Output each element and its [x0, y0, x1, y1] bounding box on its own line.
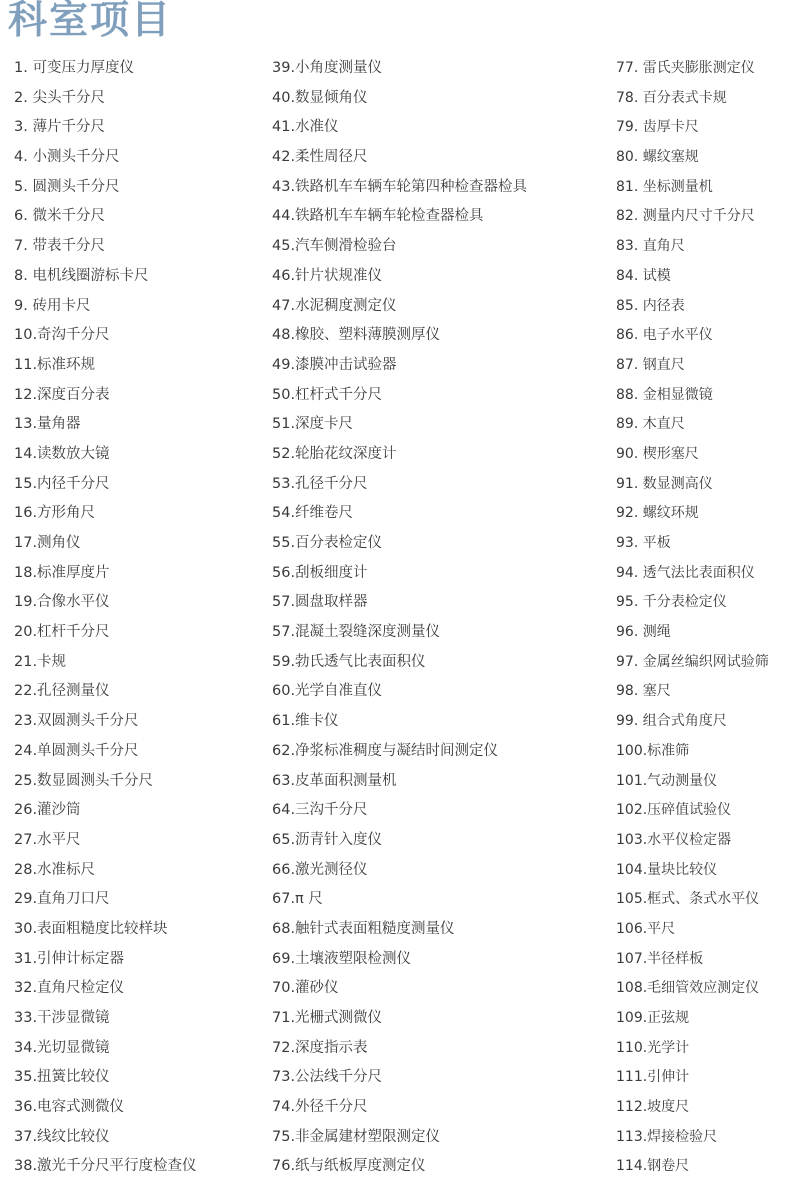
- list-item: 6. 微米千分尺: [14, 208, 105, 225]
- list-item: 77. 雷氏夹膨胀测定仪: [616, 60, 755, 76]
- list-item: 25.数显圆测头千分尺: [14, 772, 154, 789]
- list-item: 18.标准厚度片: [14, 564, 110, 581]
- list-item: 72.深度指示表: [272, 1039, 368, 1056]
- list-item: 103.水平仪检定器: [616, 831, 732, 848]
- list-item: 28.水准标尺: [14, 861, 96, 878]
- list-item: 37.线纹比较仪: [14, 1128, 110, 1145]
- list-item: 56.刮板细度计: [272, 564, 368, 581]
- list-item: 7. 带表千分尺: [14, 238, 105, 255]
- list-item: 68.触针式表面粗糙度测量仪: [272, 920, 455, 937]
- list-item: 3. 薄片千分尺: [14, 119, 105, 136]
- list-item: 35.扭簧比较仪: [14, 1069, 110, 1086]
- list-item: 61.维卡仪: [272, 713, 339, 730]
- list-item: 101.气动测量仪: [616, 772, 718, 789]
- list-item: 80. 螺纹塞规: [616, 149, 699, 166]
- list-item: 114.钢卷尺: [616, 1158, 690, 1175]
- list-item: 45.汽车侧滑检验台: [272, 238, 397, 255]
- list-item: 14.读数放大镜: [14, 445, 110, 462]
- list-item: 100.标准筛: [616, 742, 690, 759]
- list-item: 66.激光测径仪: [272, 861, 368, 878]
- list-item: 107.半径样板: [616, 950, 704, 967]
- list-item: 85. 内径表: [616, 297, 685, 314]
- list-item: 62.净浆标准稠度与凝结时间测定仪: [272, 742, 499, 759]
- list-item: 52.轮胎花纹深度计: [272, 445, 397, 462]
- list-item: 11.标准环规: [14, 356, 96, 373]
- list-item: 82. 测量内尺寸千分尺: [616, 208, 755, 225]
- list-item: 20.杠杆千分尺: [14, 624, 110, 641]
- list-item: 106.平尺: [616, 920, 676, 937]
- list-item: 1. 可变压力厚度仪: [14, 60, 134, 76]
- list-item: 87. 钢直尺: [616, 356, 685, 373]
- list-item: 41.水准仪: [272, 119, 339, 136]
- list-item: 8. 电机线圈游标卡尺: [14, 267, 149, 284]
- list-item: 34.光切显微镜: [14, 1039, 110, 1056]
- list-item: 55.百分表检定仪: [272, 535, 383, 551]
- list-item: 16.方形角尺: [14, 505, 96, 522]
- list-item: 43.铁路机车车辆车轮第四种检查器检具: [272, 178, 528, 195]
- list-item: 109.正弦规: [616, 1010, 690, 1026]
- list-item: 74.外径千分尺: [272, 1099, 368, 1116]
- list-item: 44.铁路机车车辆车轮检查器检具: [272, 208, 484, 225]
- list-item: 26.灌沙筒: [14, 802, 81, 819]
- list-item: 64.三沟千分尺: [272, 802, 368, 819]
- list-item: 60.光学自准直仪: [272, 683, 383, 700]
- list-item: 90. 楔形塞尺: [616, 445, 699, 462]
- list-item: 57.圆盘取样器: [272, 594, 368, 611]
- list-item: 47.水泥稠度测定仪: [272, 297, 397, 314]
- list-item: 99. 组合式角度尺: [616, 713, 727, 730]
- page-title: 科室项目: [8, 0, 173, 43]
- list-item: 113.焊接检验尺: [616, 1128, 718, 1145]
- list-item: 57.混凝土裂缝深度测量仪: [272, 624, 441, 641]
- list-item: 10.奇沟千分尺: [14, 327, 110, 344]
- list-item: 32.直角尺检定仪: [14, 980, 125, 997]
- list-item: 91. 数显测高仪: [616, 475, 713, 492]
- list-item: 78. 百分表式卡规: [616, 89, 727, 106]
- list-item: 21.卡规: [14, 653, 67, 670]
- list-item: 97. 金属丝编织网试验筛: [616, 653, 769, 670]
- list-item: 53.孔径千分尺: [272, 475, 368, 492]
- list-item: 111.引伸计: [616, 1069, 690, 1086]
- list-item: 54.纤维卷尺: [272, 505, 354, 522]
- list-item: 79. 齿厚卡尺: [616, 119, 699, 136]
- list-item: 13.量角器: [14, 416, 81, 433]
- list-item: 102.压碎值试验仪: [616, 802, 732, 819]
- list-item: 22.孔径测量仪: [14, 683, 110, 700]
- list-item: 30.表面粗糙度比较样块: [14, 920, 168, 937]
- item-list-column-2: [272, 54, 607, 1182]
- list-item: 51.深度卡尺: [272, 416, 354, 433]
- list-item: 38.激光千分尺平行度检查仪: [14, 1158, 197, 1175]
- list-item: 9. 砖用卡尺: [14, 297, 91, 314]
- item-list-column-1: [14, 54, 259, 1182]
- list-item: 84. 试模: [616, 267, 671, 284]
- list-item: 19.合像水平仪: [14, 594, 110, 611]
- list-item: 48.橡胶、塑料薄膜测厚仪: [272, 327, 441, 344]
- list-item: 12.深度百分表: [14, 386, 110, 403]
- list-item: 67.π 尺: [272, 891, 323, 908]
- list-item: 2. 尖头千分尺: [14, 89, 105, 106]
- list-item: 94. 透气法比表面积仪: [616, 564, 755, 581]
- list-item: 4. 小测头千分尺: [14, 149, 120, 166]
- list-item: 50.杠杆式千分尺: [272, 386, 383, 403]
- list-item: 23.双圆测头千分尺: [14, 713, 139, 730]
- list-item: 59.勃氏透气比表面积仪: [272, 653, 426, 670]
- list-item: 24.单圆测头千分尺: [14, 742, 139, 759]
- list-item: 40.数显倾角仪: [272, 89, 368, 106]
- list-item: 105.框式、条式水平仪: [616, 891, 760, 908]
- list-item: 104.量块比较仪: [616, 861, 718, 878]
- list-item: 88. 金相显微镜: [616, 386, 713, 403]
- list-item: 112.坡度尺: [616, 1099, 690, 1116]
- list-item: 42.柔性周径尺: [272, 149, 368, 166]
- list-item: 70.灌砂仪: [272, 980, 339, 997]
- list-item: 92. 螺纹环规: [616, 505, 699, 522]
- list-item: 5. 圆测头千分尺: [14, 178, 120, 195]
- list-item: 65.沥青针入度仪: [272, 831, 383, 848]
- list-item: 63.皮革面积测量机: [272, 772, 397, 789]
- list-item: 89. 木直尺: [616, 416, 685, 433]
- list-item: 95. 千分表检定仪: [616, 594, 727, 611]
- list-item: 71.光栅式测微仪: [272, 1010, 383, 1026]
- list-item: 29.直角刀口尺: [14, 891, 110, 908]
- list-item: 31.引伸计标定器: [14, 950, 125, 967]
- list-item: 73.公法线千分尺: [272, 1069, 383, 1086]
- list-item: 69.土壤液塑限检测仪: [272, 950, 412, 967]
- list-item: 27.水平尺: [14, 831, 81, 848]
- list-item: 75.非金属建材塑限测定仪: [272, 1128, 441, 1145]
- list-item: 81. 坐标测量机: [616, 178, 713, 195]
- list-item: 17.测角仪: [14, 535, 81, 551]
- list-item: 36.电容式测微仪: [14, 1099, 125, 1116]
- list-item: 96. 测绳: [616, 624, 671, 641]
- list-item: 39.小角度测量仪: [272, 60, 383, 76]
- list-item: 83. 直角尺: [616, 238, 685, 255]
- list-item: 93. 平板: [616, 535, 671, 551]
- item-list-column-3: [616, 54, 800, 1182]
- list-item: 86. 电子水平仪: [616, 327, 713, 344]
- list-item: 108.毛细管效应测定仪: [616, 980, 760, 997]
- list-item: 15.内径千分尺: [14, 475, 110, 492]
- list-item: 110.光学计: [616, 1039, 690, 1056]
- list-item: 76.纸与纸板厚度测定仪: [272, 1158, 426, 1175]
- list-item: 49.漆膜冲击试验器: [272, 356, 397, 373]
- list-item: 98. 塞尺: [616, 683, 671, 700]
- list-item: 33.干涉显微镜: [14, 1010, 110, 1026]
- list-item: 46.针片状规准仪: [272, 267, 383, 284]
